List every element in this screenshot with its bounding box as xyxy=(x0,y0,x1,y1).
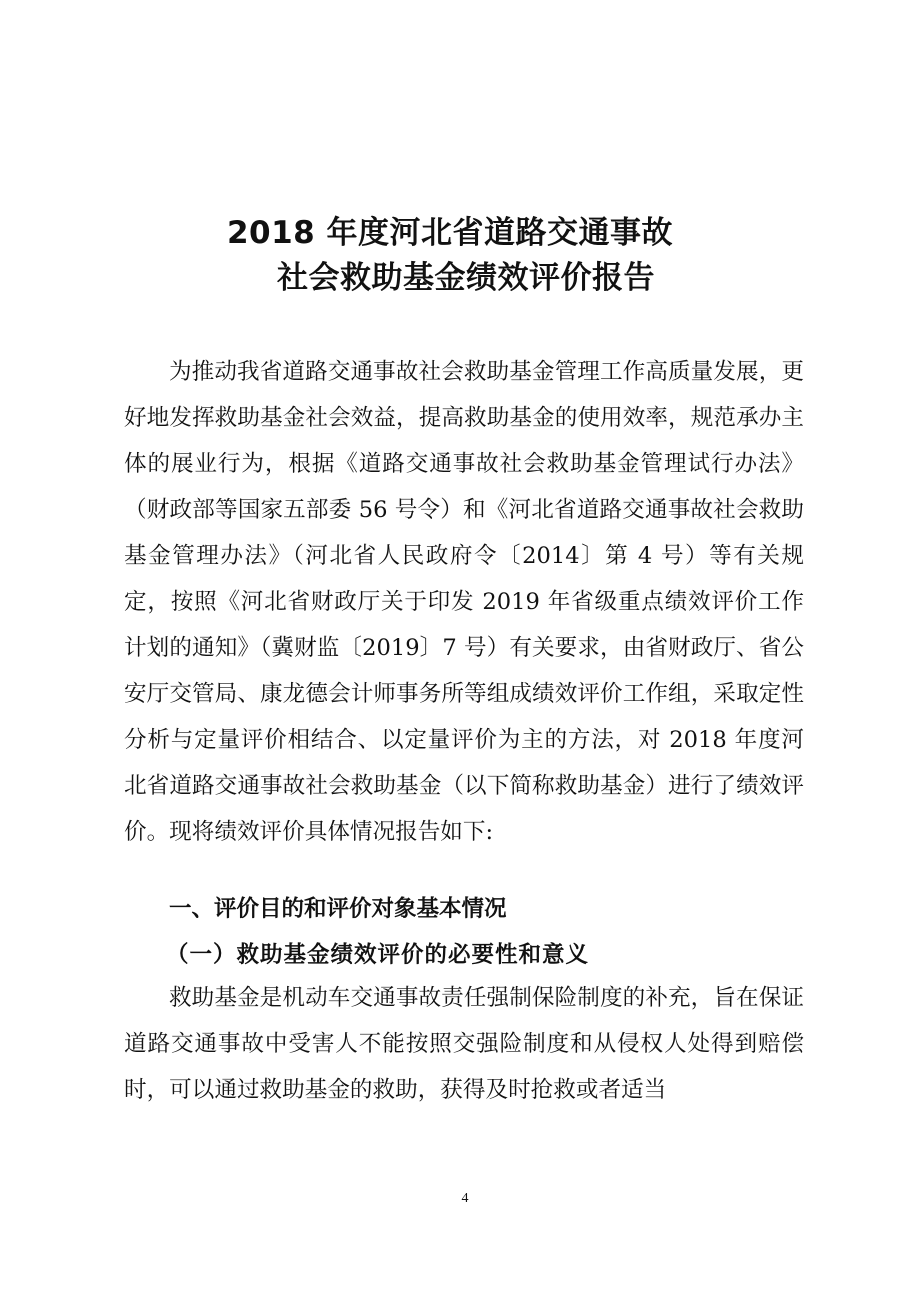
subsection-paragraph: 救助基金是机动车交通事故责任强制保险制度的补充，旨在保证道路交通事故中受害人不能按照交强险制度和从侵权人处得到赔偿时，可以通过救助基金的救助，获得及时抢救或者适当 xyxy=(124,985,804,1103)
document-title-line-1: 2018 年度河北省道路交通事故 xyxy=(226,215,674,251)
section-heading-1: 一、评价目的和评价对象基本情况 xyxy=(169,896,507,922)
intro-paragraph: 为推动我省道路交通事故社会救助基金管理工作高质量发展，更好地发挥救助基金社会效益，提高救助基金的使用效率，规范承办主体的展业行为，根据《道路交通事故社会救助基金管理试行办法》（财政部等国家五部委 56 号令）和《河北省道路交通事故社会救助基金管理办法》（河北省人民政府令〔2014〕第 4 号）等有关规定，按照《河北省财政厅关于印发 2019 年省级重点绩效评价工作计划的通知》（冀财监〔2019〕7 号）有关要求，由省财政厅、省公安厅交管局、康龙德会计师事务所等组成绩效评价工作组，采取定性分析与定量评价相结合、以定量评价为主的方法，对 2018 年度河北省道路交通事故社会救助基金（以下简称救助基金）进行了绩效评价。现将绩效评价具体情况报告如下: xyxy=(124,359,804,845)
page-number: 4 xyxy=(461,1191,469,1206)
subsection-heading-1: （一）救助基金绩效评价的必要性和意义 xyxy=(166,942,590,968)
document-title-line-2: 社会救助基金绩效评价报告 xyxy=(277,260,655,296)
